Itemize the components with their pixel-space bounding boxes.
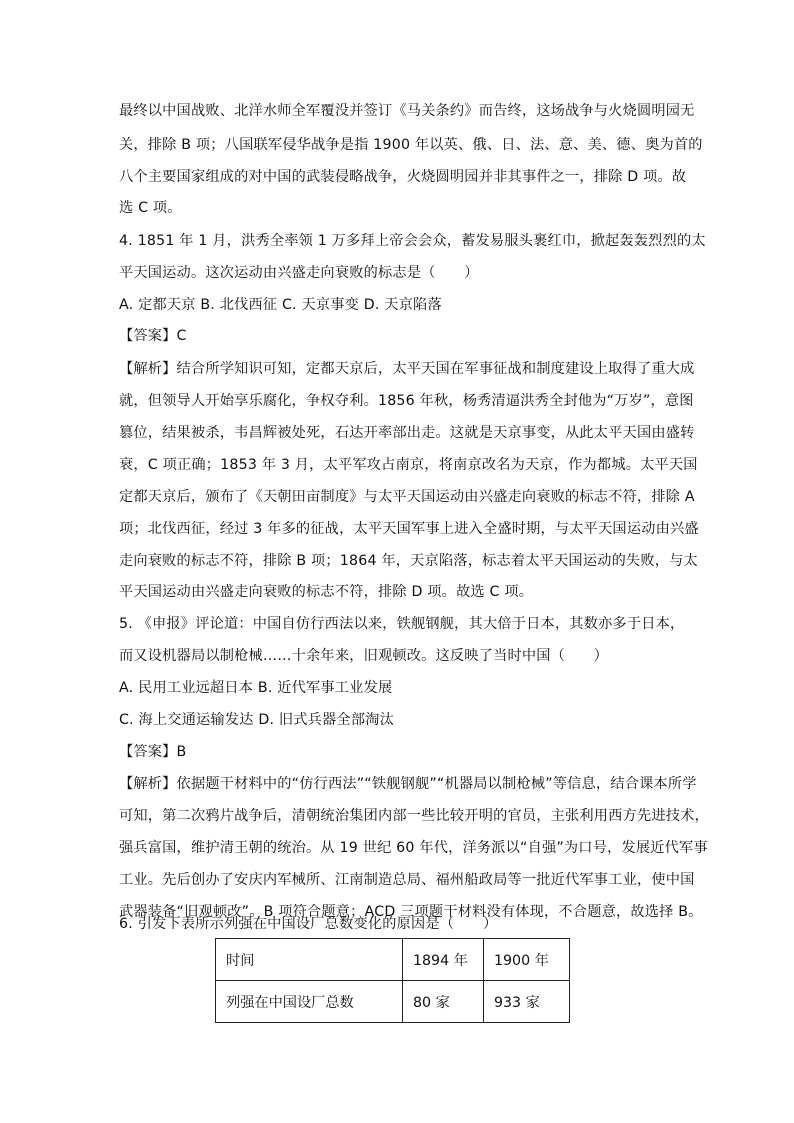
question-5-options: C. 海上交通运输发达 D. 旧式兵器全部淘汰 <box>119 712 394 728</box>
question-4-analysis: 定都天京后，颁布了《天朝田亩制度》与太平天国运动由兴盛走向衰败的标志不符，排除 A <box>119 489 695 505</box>
question-4-analysis: 篡位，结果被杀，韦昌辉被处死，石达开率部出走。这就是天京事变，从此太平天国由盛转 <box>119 425 695 441</box>
table-row <box>216 981 570 1023</box>
question-4-analysis: 项；北伐西征，经过 3 年多的征战，太平天国军事上进入全盛时期，与太平天国运动由兴盛 <box>119 521 699 537</box>
question-4-analysis: 走向衰败的标志不符，排除 B 项；1864 年，天京陷落，标志着太平天国运动的失败，与太 <box>119 553 698 569</box>
table-cell: 时间 <box>216 939 403 981</box>
question-4-analysis: 平天国运动由兴盛走向衰败的标志不符，排除 D 项。故选 C 项。 <box>119 584 534 600</box>
question-5-analysis: 武器装备“旧观顿改”。B 项符合题意；ACD 三项题干材料没有体现，不合题意，故选择 B。 <box>119 904 703 920</box>
question-5-analysis: 【解析】依据题干材料中的“仿行西法”“铁舰钢舰”“机器局以制枪械”等信息，结合课本所学 <box>119 776 697 792</box>
question-5-analysis: 工业。先后创办了安庆内军械所、江南制造总局、福州船政局等一批近代军事工业，使中国 <box>119 872 695 888</box>
question-4-stem: 4. 1851 年 1 月，洪秀全率领 1 万多拜上帝会会众，蓄发易服头裹红巾，掀起轰轰烈烈的太 <box>119 233 706 249</box>
question-4-analysis: 就，但领导人开始享乐腐化，争权夺利。1856 年秋，杨秀清逼洪秀全封他为“万岁”，意图 <box>119 393 694 409</box>
question-5-options: A. 民用工业远超日本 B. 近代军事工业发展 <box>119 680 393 696</box>
question-4-analysis: 【解析】结合所学知识可知，定都天京后，太平天国在军事征战和制度建设上取得了重大成 <box>119 361 695 377</box>
question-4-analysis: 衰，C 项正确；1853 年 3 月，太平军攻占南京，将南京改名为天京，作为都城。太平天国 <box>119 457 698 473</box>
question-5-answer: 【答案】B <box>119 744 187 760</box>
question-5-analysis: 强兵富国，维护清王朝的统治。从 19 世纪 60 年代，洋务派以“自强”为口号，发展近代军事 <box>119 840 708 856</box>
question-4-answer: 【答案】C <box>119 328 187 344</box>
table-row <box>216 939 570 981</box>
question-6-stem: 6. 引发下表所示列强在中国设厂总数变化的原因是（ ） <box>119 916 498 932</box>
question-4-options: A. 定都天京 B. 北伐西征 C. 天京事变 D. 天京陷落 <box>119 297 442 313</box>
text-line: 关，排除 B 项；八国联军侵华战争是指 1900 年以英、俄、日、法、意、美、德、奥为首的 <box>119 137 703 153</box>
table-cell: 1894 年 <box>403 939 484 981</box>
table-cell: 933 家 <box>484 981 570 1023</box>
question-5-analysis: 可知，第二次鸦片战争后，清朝统治集团内部一些比较开明的官员，主张利用西方先进技术， <box>119 808 709 824</box>
table-cell: 列强在中国设厂总数 <box>216 981 403 1023</box>
factory-count-table <box>215 938 570 1023</box>
question-5-stem: 而又设机器局以制枪械……十余年来，旧观顿改。这反映了当时中国（ ） <box>119 648 609 664</box>
table-cell: 80 家 <box>403 981 484 1023</box>
table-cell: 1900 年 <box>484 939 570 981</box>
text-line: 八个主要国家组成的对中国的武装侵略战争，火烧圆明园并非其事件之一，排除 D 项。故 <box>119 169 687 185</box>
text-line: 最终以中国战败、北洋水师全军覆没并签订《马关条约》而告终，这场战争与火烧圆明园无 <box>119 103 695 119</box>
question-5-stem: 5. 《申报》评论道：中国自仿行西法以来，铁舰钢舰，其大倍于日本，其数亦多于日本， <box>119 616 685 632</box>
question-4-stem: 平天国运动。这次运动由兴盛走向衰败的标志是（ ） <box>119 265 479 281</box>
text-line: 选 C 项。 <box>119 200 182 216</box>
